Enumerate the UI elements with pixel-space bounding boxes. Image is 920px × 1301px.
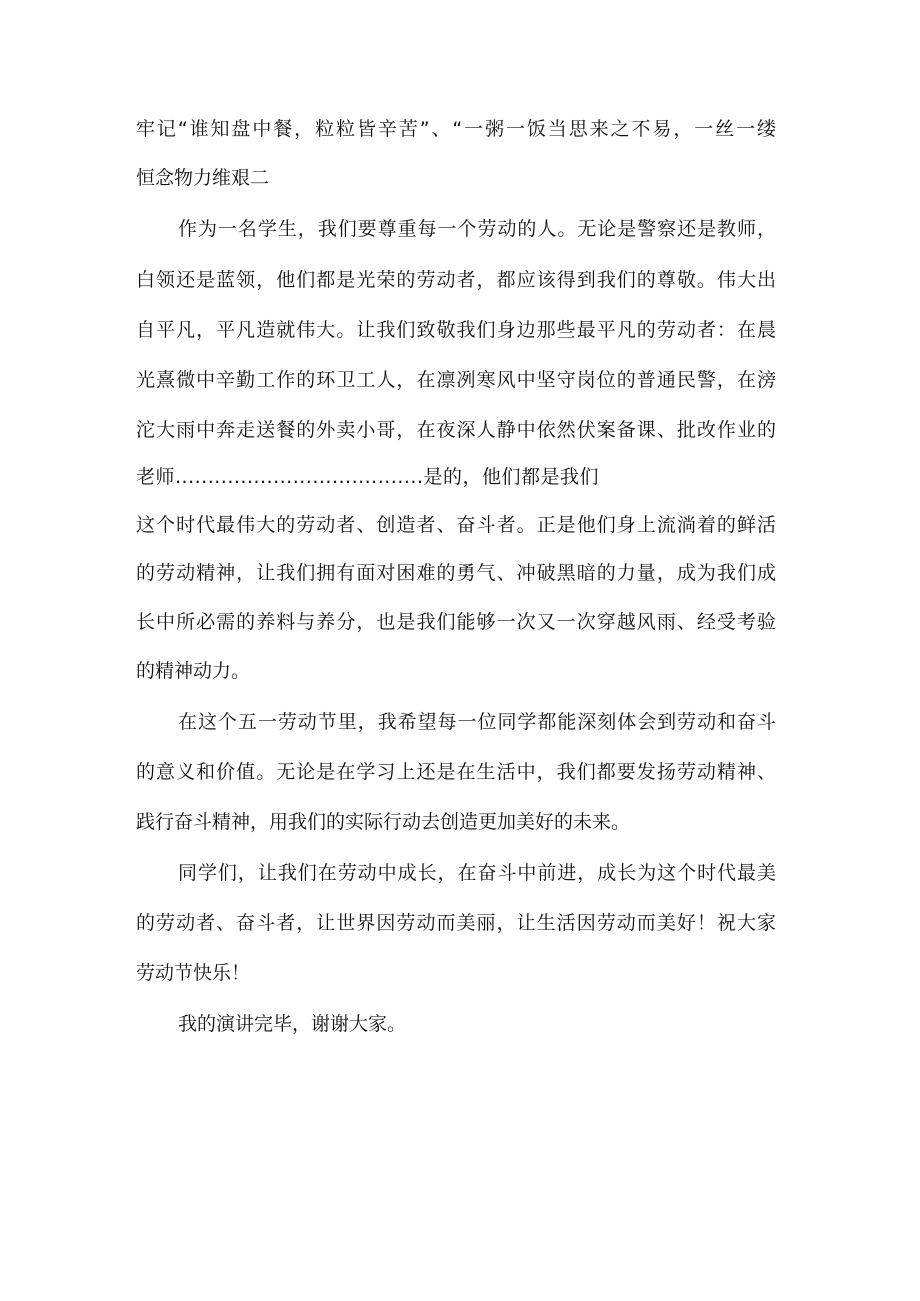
- paragraph-3-line-1: 这个时代最伟大的劳动者、创造者、奋斗者。正是他们身上流淌着的鲜活: [136, 514, 776, 536]
- paragraph-5-line-1: 同学们，让我们在劳动中成长，在奋斗中前进，成长为这个时代最美: [178, 862, 776, 884]
- paragraph-4-line-3: 践行奋斗精神，用我们的实际行动去创造更加美好的未来。: [136, 811, 631, 833]
- paragraph-5-line-2: 的劳动者、奋斗者，让世界因劳动而美丽，让生活因劳动而美好！祝大家: [136, 912, 776, 934]
- paragraph-1-line-1: 牢记“谁知盘中餐，粒粒皆辛苦”、“一粥一饭当思来之不易，一丝一缕: [136, 118, 776, 140]
- paragraph-2-line-3: 自平凡，平凡造就伟大。让我们致敬我们身边那些最平凡的劳动者：在晨: [136, 319, 776, 341]
- paragraph-3-line-3: 长中所必需的养料与养分，也是我们能够一次又一次穿越风雨、经受考验: [136, 611, 776, 633]
- paragraph-2-line-1: 作为一名学生，我们要尊重每一个劳动的人。无论是警察还是教师，: [178, 218, 776, 240]
- paragraph-5-line-3: 劳动节快乐！: [136, 962, 251, 984]
- paragraph-2-line-5: 沱大雨中奔走送餐的外卖小哥，在夜深人静中依然伏案备课、批改作业的: [136, 419, 776, 441]
- paragraph-4-line-2: 的意义和价值。无论是在学习上还是在生活中，我们都要发扬劳动精神、: [136, 761, 776, 783]
- paragraph-4-line-1: 在这个五一劳动节里，我希望每一位同学都能深刻体会到劳动和奋斗: [178, 711, 776, 733]
- paragraph-2-line-2: 白领还是蓝领，他们都是光荣的劳动者，都应该得到我们的尊敬。伟大出: [136, 269, 776, 291]
- paragraph-2-line-4: 光熹微中辛勤工作的环卫工人，在凛冽寒风中坚守岗位的普通民警，在滂: [136, 369, 776, 391]
- paragraph-3-line-2: 的劳动精神，让我们拥有面对困难的勇气、冲破黑暗的力量，成为我们成: [136, 562, 776, 584]
- paragraph-3-line-4: 的精神动力。: [136, 660, 251, 682]
- paragraph-1-line-2: 恒念物力维艰二: [136, 167, 270, 189]
- paragraph-2-line-6: 老师......................................是的，他们都是我们: [136, 466, 600, 488]
- closing-line: 我的演讲完毕，谢谢大家。: [178, 1013, 407, 1035]
